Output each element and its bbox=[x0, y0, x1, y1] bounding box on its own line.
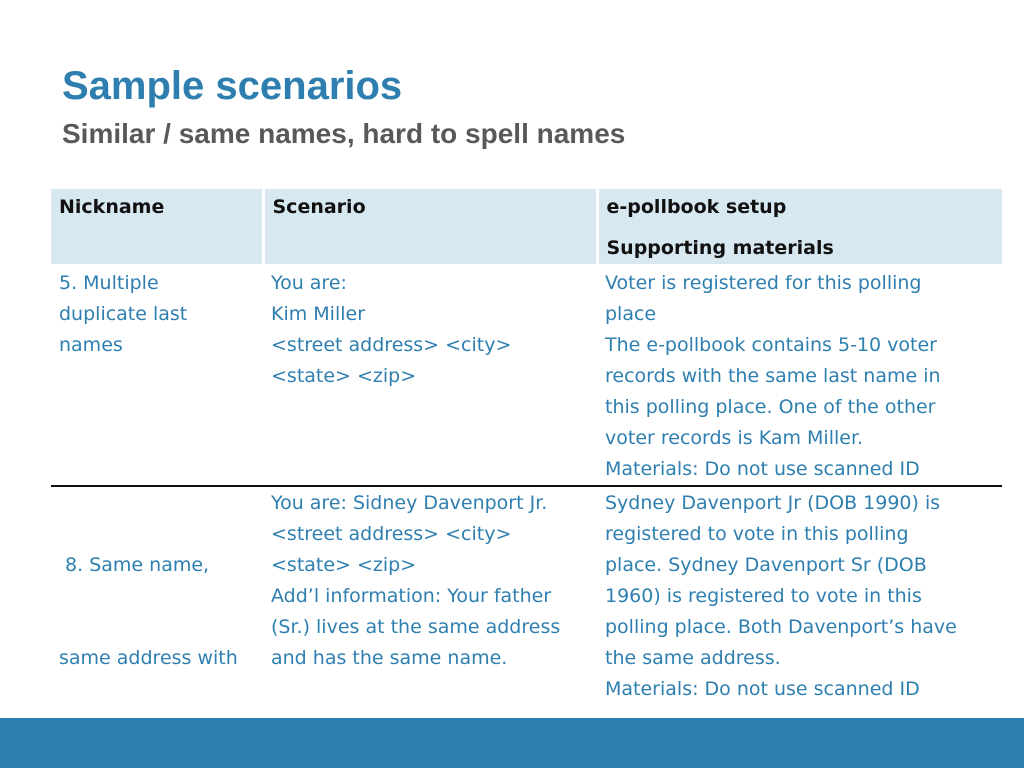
cell-line: <state> <zip> bbox=[271, 554, 417, 576]
cell-line: The e-pollbook contains 5-10 voter bbox=[605, 334, 937, 356]
cell-line: <street address> <city> bbox=[271, 523, 512, 545]
cell-line: same address with bbox=[59, 647, 238, 669]
cell-line: Add’l information: Your father bbox=[271, 585, 552, 607]
footer-bar bbox=[0, 718, 1024, 768]
cell-setup bbox=[597, 264, 1002, 486]
header-setup bbox=[597, 189, 1002, 264]
scenarios-table bbox=[51, 189, 1002, 768]
cell-nickname bbox=[51, 264, 263, 486]
cell-line: <state> <zip> bbox=[271, 365, 417, 387]
table-row bbox=[51, 264, 1002, 486]
cell-line: Sydney Davenport Jr (DOB 1990) is bbox=[605, 492, 941, 514]
cell-line: Kim Miller bbox=[271, 303, 366, 325]
cell-line: polling place. Both Davenport’s have bbox=[605, 616, 957, 638]
table-header-row bbox=[51, 189, 1002, 264]
cell-line: registered to vote in this polling bbox=[605, 523, 909, 545]
cell-line: <street address> <city> bbox=[271, 334, 512, 356]
cell-line: Voter is registered for this polling bbox=[605, 272, 922, 294]
cell-line: (Sr.) lives at the same address bbox=[271, 616, 561, 638]
cell-line: the same address. bbox=[605, 647, 781, 669]
header-scenario: Scenario bbox=[263, 189, 597, 264]
cell-scenario bbox=[263, 264, 597, 486]
slide-subtitle: Similar / same names, hard to spell names bbox=[62, 118, 626, 149]
cell-line: place bbox=[605, 303, 657, 325]
slide-title: Sample scenarios bbox=[62, 64, 403, 108]
cell-line: records with the same last name in bbox=[605, 365, 941, 387]
cell-line: 8. Same name, bbox=[59, 554, 210, 576]
header-setup-title: e-pollbook setup bbox=[606, 196, 787, 218]
cell-line: Materials: Do not use scanned ID bbox=[605, 678, 920, 700]
header-supporting-materials: Supporting materials bbox=[606, 237, 834, 259]
cell-line: names bbox=[59, 334, 123, 356]
cell-line: and has the same name. bbox=[271, 647, 508, 669]
cell-line: place. Sydney Davenport Sr (DOB bbox=[605, 554, 927, 576]
cell-line: You are: bbox=[271, 272, 347, 294]
header-nickname: Nickname bbox=[51, 189, 263, 264]
cell-line: duplicate last bbox=[59, 303, 188, 325]
cell-line: 1960) is registered to vote in this bbox=[605, 585, 922, 607]
cell-line: You are: Sidney Davenport Jr. bbox=[271, 492, 548, 514]
cell-line: voter records is Kam Miller. bbox=[605, 427, 864, 449]
cell-line: 5. Multiple bbox=[59, 272, 159, 294]
cell-line: this polling place. One of the other bbox=[605, 396, 936, 418]
cell-line: Materials: Do not use scanned ID bbox=[605, 458, 920, 480]
